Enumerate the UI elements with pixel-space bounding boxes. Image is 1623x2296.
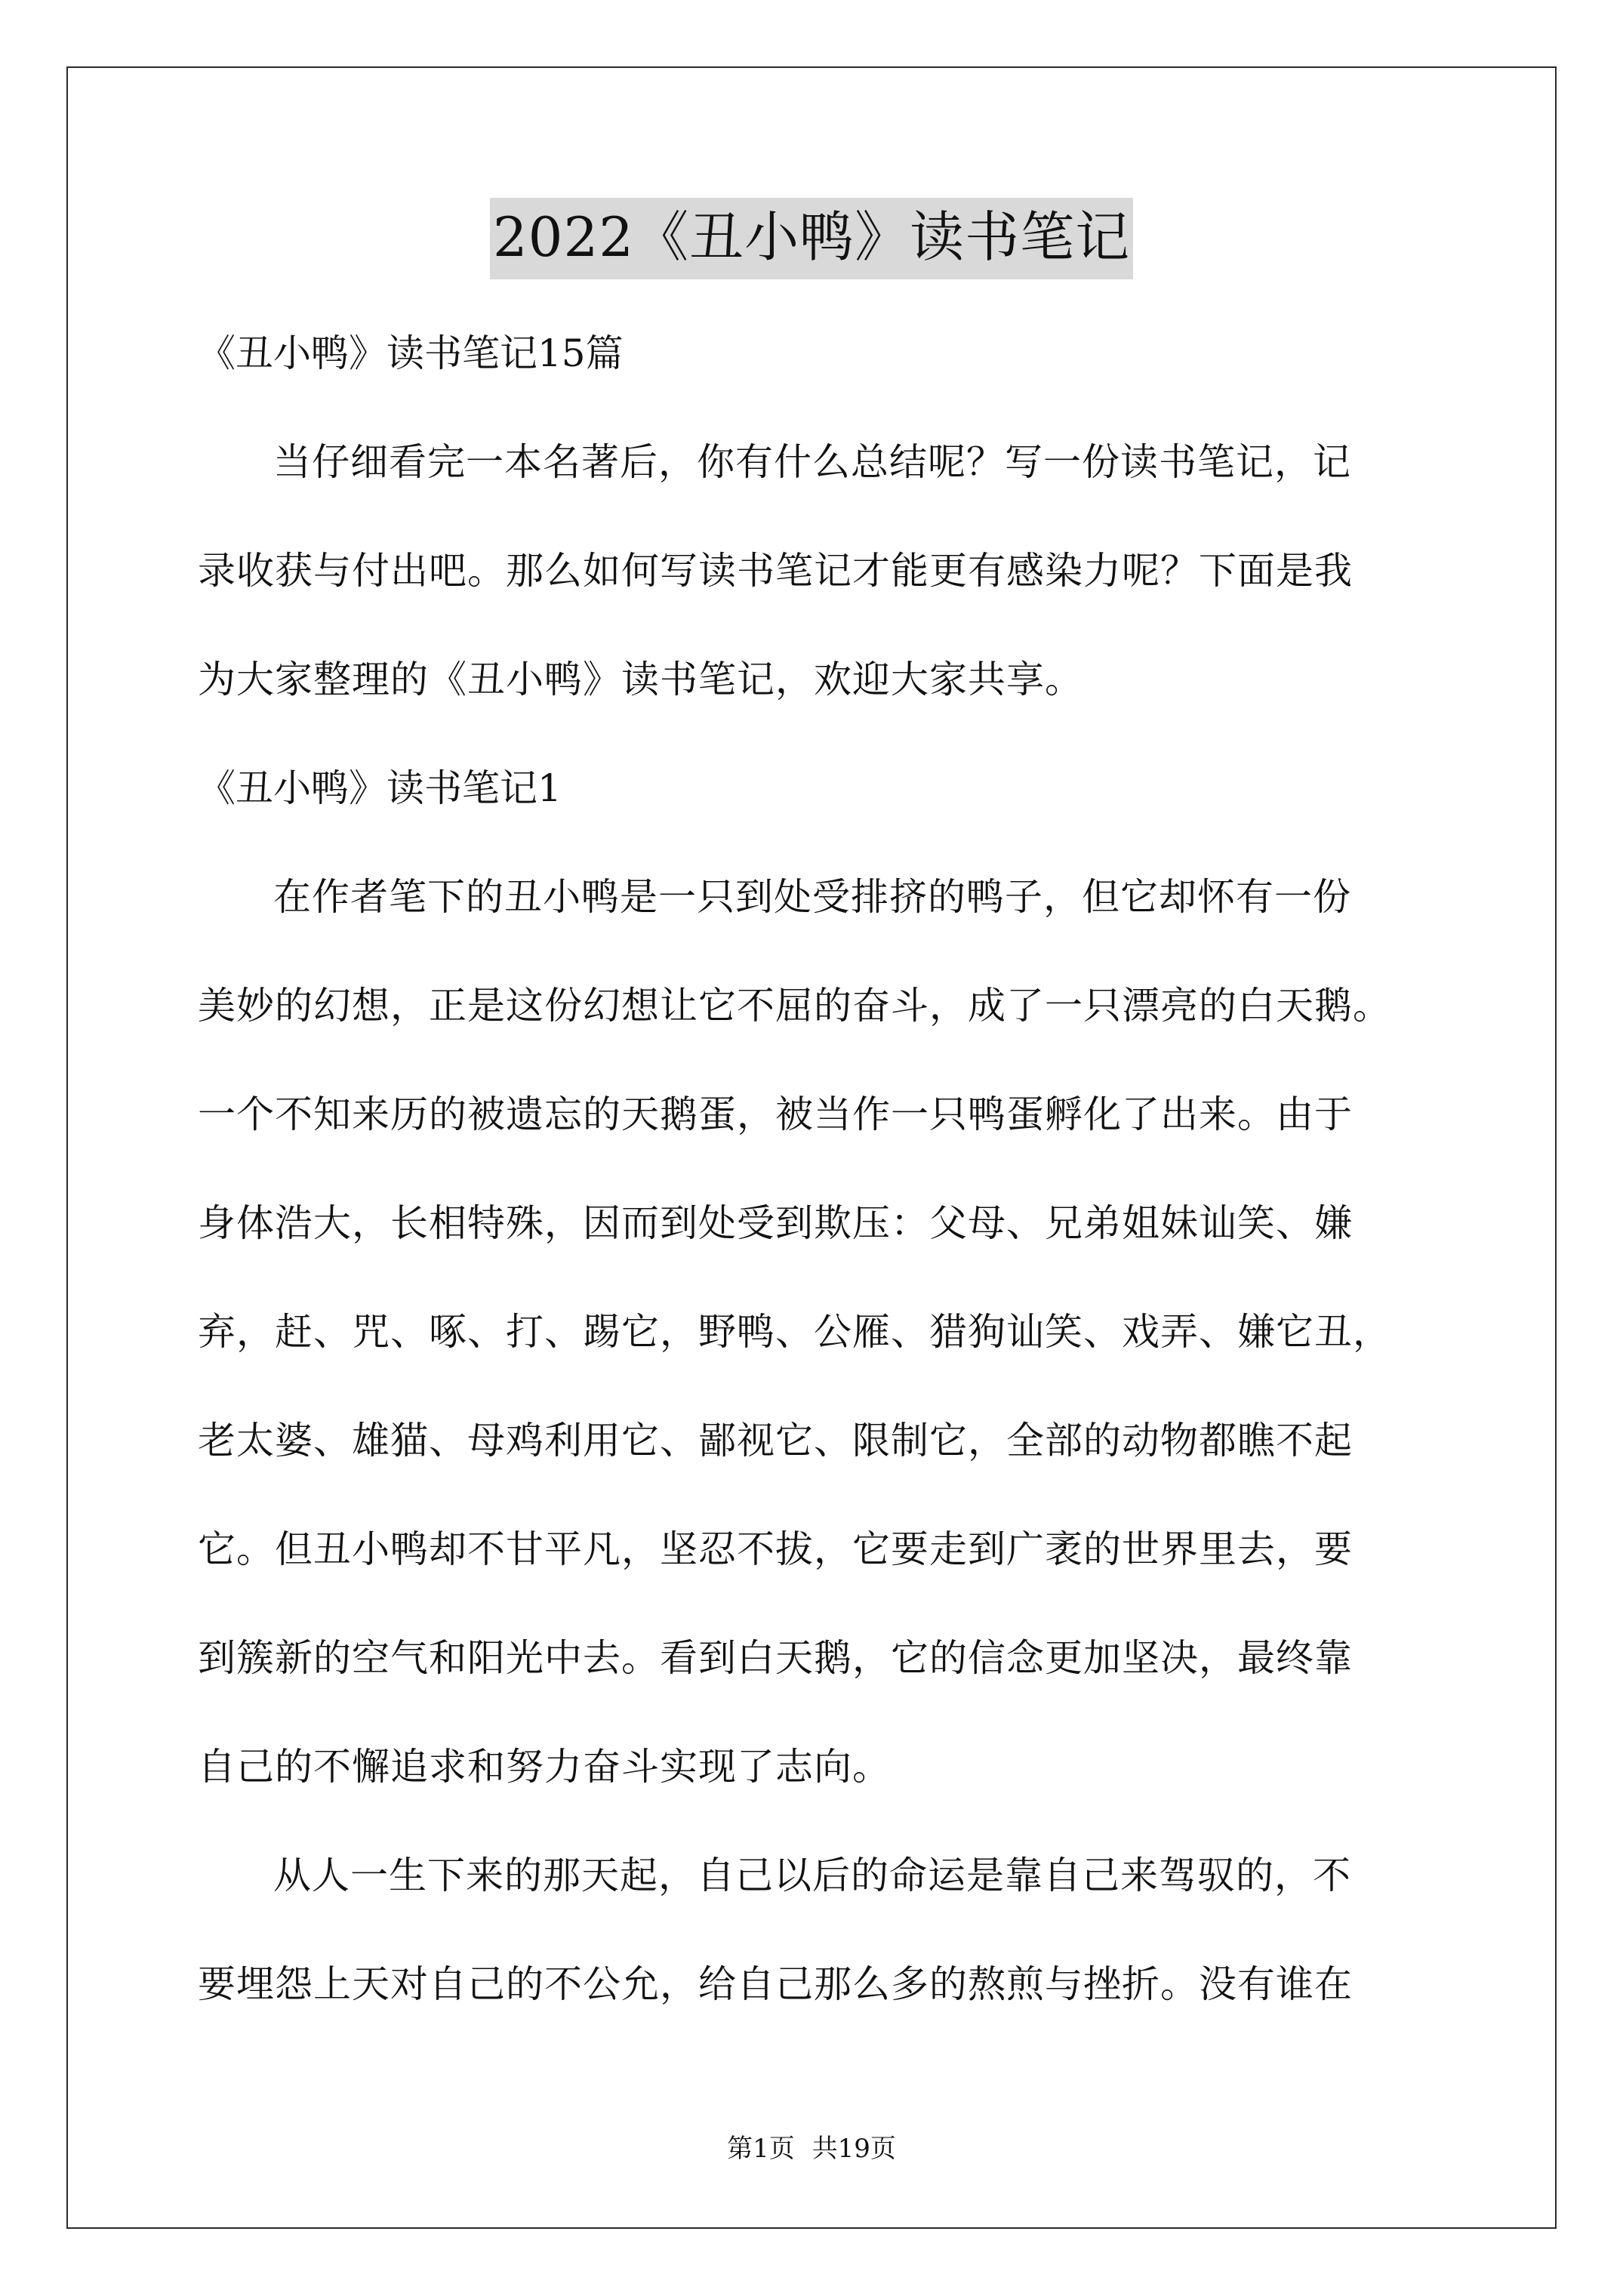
page-footer	[0, 2132, 1623, 2165]
paragraph-line: 在作者笔下的丑小鸭是一只到处受排挤的鸭子，但它却怀有一份	[273, 875, 1351, 919]
document-subtitle: 《丑小鸭》读书笔记15篇	[198, 331, 624, 375]
paragraph-line: 到簇新的空气和阳光中去。看到白天鹅，它的信念更加坚决，最终靠	[198, 1636, 1353, 1680]
paragraph-line: 弃，赶、咒、啄、打、踢它，野鸭、公雁、猎狗讪笑、戏弄、嫌它丑，	[198, 1310, 1391, 1354]
document-title: 2022《丑小鸭》读书笔记	[490, 198, 1133, 279]
paragraph-line: 它。但丑小鸭却不甘平凡，坚忍不拔，它要走到广袤的世界里去，要	[198, 1527, 1353, 1571]
paragraph-line: 美妙的幻想，正是这份幻想让它不屈的奋斗，成了一只漂亮的白天鹅。	[198, 984, 1391, 1028]
paragraph-line: 要埋怨上天对自己的不公允，给自己那么多的熬煎与挫折。没有谁在	[198, 1962, 1353, 2006]
paragraph-line: 从人一生下来的那天起，自己以后的命运是靠自己来驾驭的，不	[273, 1854, 1351, 1897]
paragraph-line: 身体浩大，长相特殊，因而到处受到欺压：父母、兄弟姐妹讪笑、嫌	[198, 1201, 1353, 1245]
paragraph-line: 老太婆、雄猫、母鸡利用它、鄙视它、限制它，全部的动物都瞧不起	[198, 1419, 1353, 1462]
paragraph-line: 自己的不懈追求和努力奋斗实现了志向。	[198, 1745, 891, 1789]
title-container	[0, 198, 1623, 279]
intro-line: 当仔细看完一本名著后，你有什么总结呢？写一份读书笔记，记	[273, 440, 1351, 484]
page-number: 第1页	[727, 2134, 795, 2164]
intro-paragraph	[198, 408, 1436, 734]
page-total: 共19页	[812, 2134, 896, 2164]
section1-paragraph-1	[198, 843, 1436, 1821]
intro-line: 录收获与付出吧。那么如何写读书笔记才能更有感染力呢？下面是我	[198, 549, 1353, 593]
paragraph-line: 一个不知来历的被遗忘的天鹅蛋，被当作一只鸭蛋孵化了出来。由于	[198, 1093, 1353, 1136]
intro-line: 为大家整理的《丑小鸭》读书笔记，欢迎大家共享。	[198, 658, 1083, 701]
section-heading: 《丑小鸭》读书笔记1	[198, 766, 562, 810]
section1-paragraph-2	[198, 1821, 1436, 2039]
document-body	[198, 299, 1436, 2039]
